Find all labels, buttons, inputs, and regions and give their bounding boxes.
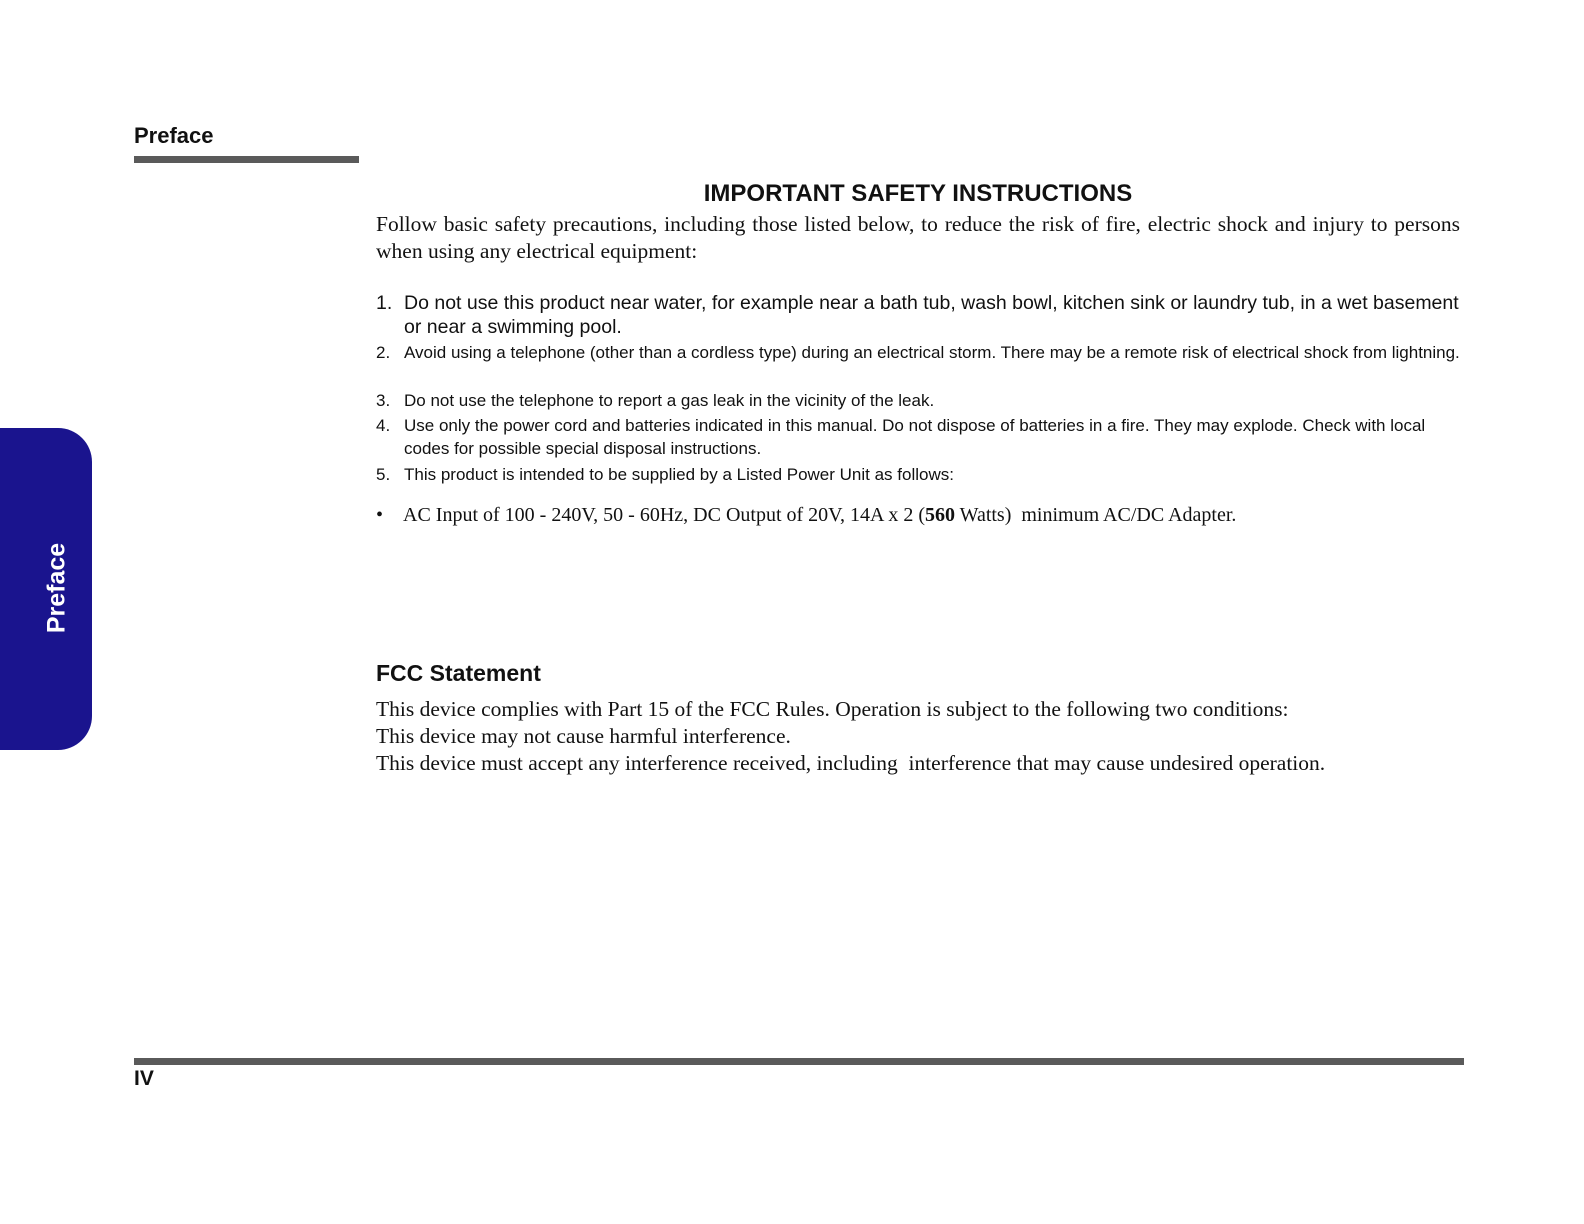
list-item-number: 4.: [376, 416, 391, 435]
header-divider: [134, 156, 359, 163]
power-spec-text: [403, 502, 1460, 528]
section-header-label: Preface: [134, 123, 214, 148]
list-item-number: 5.: [376, 465, 391, 484]
safety-list-item: [376, 341, 1460, 364]
safety-list-item: [376, 414, 1460, 460]
fcc-text-line: This device complies with Part 15 of the FCC Rules. Operation is subject to the following two conditions:: [376, 697, 1289, 721]
safety-list-item: [376, 291, 1460, 339]
safety-list-item: [376, 389, 1460, 412]
list-item-text: Do not use this product near water, for example near a bath tub, wash bowl, kitchen sink or laundry tub, in a wet basement or near a swimming pool.: [404, 292, 1459, 338]
list-item-text: This product is intended to be supplied by a Listed Power Unit as follows:: [404, 465, 954, 484]
fcc-text-line: This device may not cause harmful interference.: [376, 724, 791, 748]
power-spec-bullet: [376, 502, 1460, 528]
page-title: IMPORTANT SAFETY INSTRUCTIONS: [703, 180, 1133, 207]
intro-paragraph: Follow basic safety precautions, including those listed below, to reduce the risk of fire, electric shock and injury to persons when using any electrical equipment:: [376, 212, 1460, 263]
footer-divider: [134, 1058, 1464, 1065]
side-tab-label: Preface: [42, 542, 71, 634]
list-item-number: 1.: [376, 292, 393, 314]
wattage-value: 560: [925, 504, 956, 526]
power-spec-text-start: AC Input of 100 - 240V, 50 - 60Hz, DC Output of 20V, 14A x 2 (: [403, 504, 926, 526]
list-item-text: Use only the power cord and batteries indicated in this manual. Do not dispose of batteries in a fire. They may explode. Check with local codes for possible special disposal instructions.: [404, 416, 1426, 458]
bullet-icon: •: [376, 504, 384, 526]
page-number: IV: [134, 1067, 154, 1090]
power-spec-text-end: Watts) minimum AC/DC Adapter.: [955, 504, 1237, 526]
list-item-number: 2.: [376, 343, 391, 362]
fcc-text-line: This device must accept any interference received, including interference that may cause undesired operation.: [376, 751, 1326, 775]
list-item-text: Avoid using a telephone (other than a cordless type) during an electrical storm. There may be a remote risk of electrical shock from lightning.: [404, 343, 1460, 362]
list-item-number: 3.: [376, 391, 391, 410]
safety-list-item: [376, 463, 1460, 486]
fcc-heading: FCC Statement: [376, 660, 541, 686]
list-item-text: Do not use the telephone to report a gas leak in the vicinity of the leak.: [404, 391, 935, 410]
